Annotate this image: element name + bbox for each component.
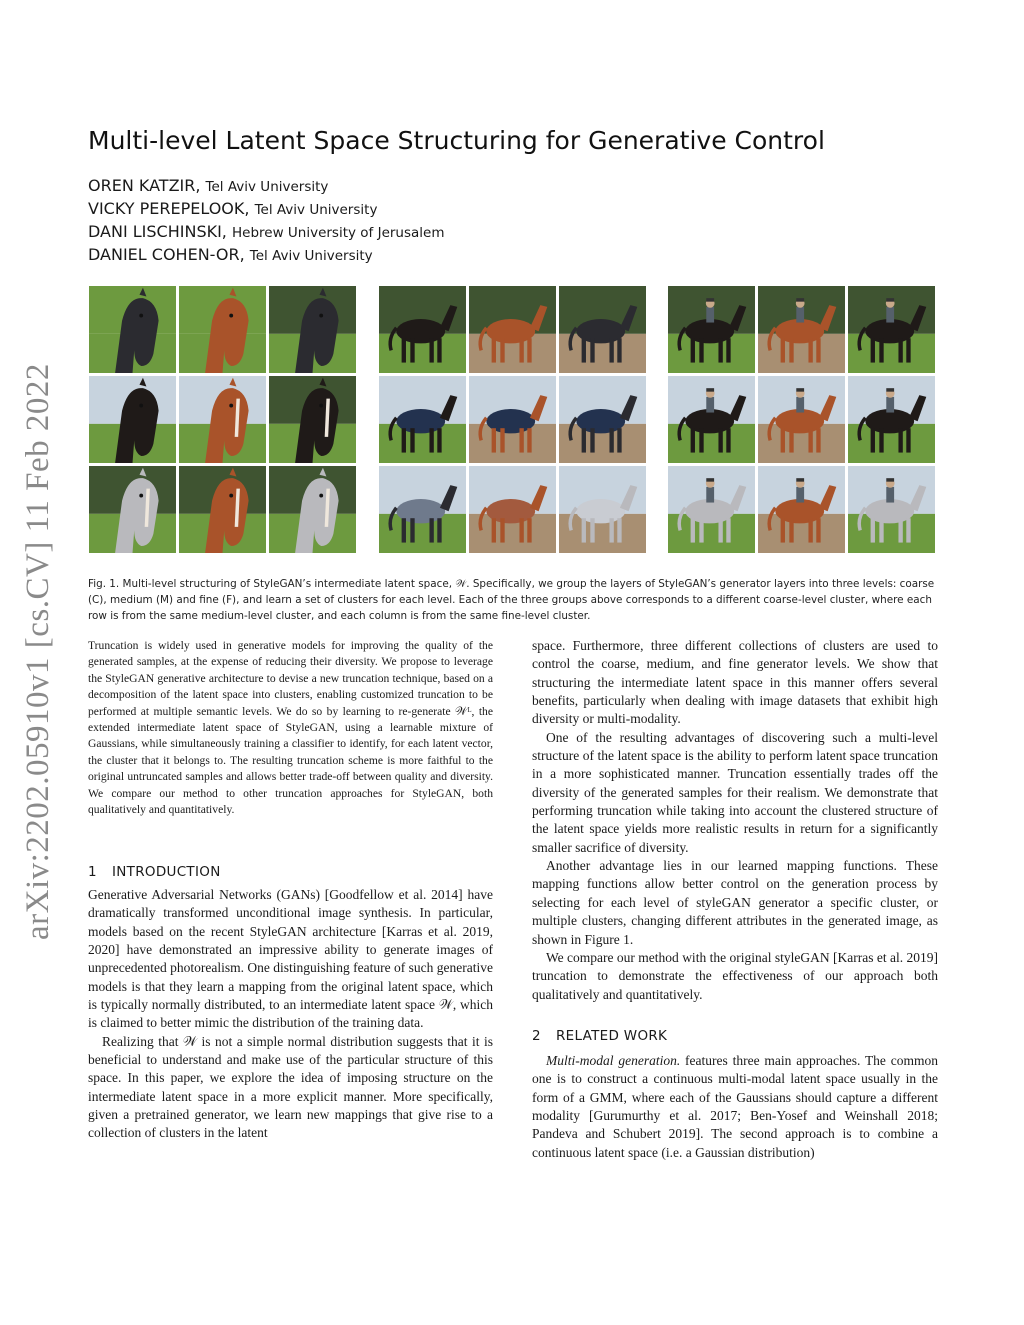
author-affiliation: Tel Aviv University (254, 202, 378, 218)
introduction-body (88, 886, 493, 1143)
paragraph (532, 1052, 938, 1162)
author-line (88, 245, 373, 264)
author-name: DANIEL COHEN-OR, (88, 245, 245, 264)
horse-portrait-image (89, 466, 176, 553)
standing-horse-image (559, 286, 646, 373)
author-line (88, 199, 377, 218)
figure-panel-riders (668, 286, 935, 553)
abstract-text: Truncation is widely used in generative models for improving the quality of the generated samples, at the expense of reducing their diversity. We propose to leverage the StyleGAN generative architecture to devise a new truncation technique, based on a decomposition of the latent space into clusters, enabling customized truncation to be performed at multiple semantic levels. We do so by learning to re-generate 𝒲ᴸ, the extended intermediate latent space of StyleGAN, using a learnable mixture of Gaussians, while simultaneously training a classifier to identify, for each latent vector, the cluster that it belongs to. The resulting truncation scheme is more faithful to the original untruncated samples and allows better trade-off between quality and diversity. We compare our method to other truncation approaches for StyleGAN, both qualitatively and quantitatively. (88, 639, 493, 817)
figure-caption: Fig. 1. Multi-level structuring of StyleGAN’s intermediate latent space, 𝒲. Specifically, we group the layers of StyleGAN’s generator layers into three levels: coarse (C), medium (M) and fine (F), and learn a set of clusters for each level. Each of the three groups above corresponds to a different coarse-level cluster, where each row is from the same medium-level cluster, and each column is from the same fine-level cluster. (88, 578, 935, 622)
paragraph: Generative Adversarial Networks (GANs) [Goodfellow et al. 2014] have dramatically transformed unconditional image synthesis. In particular, models based on the recent StyleGAN architecture [Karras et al. 2019, 2020] have demonstrated an impressive ability to generate images of unprecedented photorealism. One distinguishing feature of such generative models is that they learn a mapping from the original latent space, which is typically normally distributed, to an intermediate latent space 𝒲, which is claimed to better mimic the distribution of the training data. (88, 887, 493, 1031)
horse-with-rider-image (668, 286, 755, 373)
horse-with-rider-image (758, 466, 845, 553)
paragraph: One of the resulting advantages of discovering such a multi-level structure of the latent space is the ability to perform latent space truncation in a more sophisticated manner. Truncation essentially trades off the diversity of the generated samples for their realism. We demonstrate that performing truncation while taking into account the clustered structure of the latent space yields more realistic results in return for a significantly smaller sacrifice of diversity. (532, 729, 938, 855)
abstract (88, 638, 493, 818)
author-name: VICKY PEREPELOOK, (88, 199, 250, 218)
figure-1 (89, 286, 937, 554)
standing-horse-image (559, 466, 646, 553)
horse-with-rider-image (758, 376, 845, 463)
run-in-heading: Multi-modal generation. (546, 1053, 681, 1068)
author-affiliation: Tel Aviv University (249, 248, 373, 264)
standing-horse-image (379, 466, 466, 553)
author-name: DANI LISCHINSKI, (88, 222, 227, 241)
horse-portrait-image (179, 286, 266, 373)
standing-horse-image (469, 376, 556, 463)
horse-with-rider-image (848, 286, 935, 373)
horse-portrait-image (89, 286, 176, 373)
standing-horse-image (469, 286, 556, 373)
horse-portrait-image (269, 286, 356, 373)
horse-portrait-image (179, 466, 266, 553)
standing-horse-image (379, 286, 466, 373)
figure-panel-portraits (89, 286, 356, 553)
figure-panel-standing-horses (379, 286, 646, 553)
arxiv-identifier: arXiv:2202.05910v1 [cs.CV] 11 Feb 2022 (20, 363, 56, 940)
section-title: INTRODUCTION (112, 864, 221, 880)
author-name: OREN KATZIR, (88, 176, 201, 195)
section-heading-related-work (532, 1028, 667, 1044)
author-affiliation: Hebrew University of Jerusalem (231, 225, 445, 241)
introduction-continued (532, 637, 938, 1004)
horse-portrait-image (269, 466, 356, 553)
section-number: 1 (88, 864, 97, 880)
section-title: RELATED WORK (556, 1028, 668, 1044)
author-line (88, 176, 328, 195)
related-work-body (532, 1052, 938, 1162)
paragraph-text: features three main approaches. The common one is to construct a continuous multi-modal latent space usually in the form of a GMM, where each of the Gaussians should capture a different modality [Gurumurthy et al. 2017; Ben-Yosef and Weinshall 2018; Pandeva and Schubert 2019]. The second approach is to combine a continuous latent space (i.e. a Gaussian distribution) (532, 1053, 939, 1160)
section-heading-introduction (88, 864, 221, 880)
horse-with-rider-image (668, 466, 755, 553)
author-affiliation: Tel Aviv University (205, 179, 329, 195)
section-number: 2 (532, 1028, 541, 1044)
paragraph: Another advantage lies in our learned mapping functions. These mapping functions allow better control on the generation process by selecting for each level of styleGAN generator a specific cluster, or multiple clusters, changing different attributes in the generated image, as shown in Figure 1. (532, 858, 938, 947)
standing-horse-image (469, 466, 556, 553)
standing-horse-image (379, 376, 466, 463)
horse-portrait-image (179, 376, 266, 463)
paper-title: Multi-level Latent Space Structuring for Generative Control (88, 126, 825, 155)
horse-with-rider-image (848, 376, 935, 463)
paragraph: We compare our method with the original styleGAN [Karras et al. 2019] truncation to demonstrate the effectiveness of our approach both qualitatively and quantitatively. (532, 949, 938, 1002)
horse-with-rider-image (848, 466, 935, 553)
standing-horse-image (559, 376, 646, 463)
paragraph: space. Furthermore, three different collections of clusters are used to control the coarse, medium, and fine generator levels. We show that structuring the intermediate latent space in this manner offers several benefits, particularly when dealing with image datasets that exhibit high diversity or multi-modality. (532, 638, 938, 727)
paragraph: Realizing that 𝒲 is not a simple normal distribution suggests that it is beneficial to understand and make use of the particular structure of this space. In this paper, we explore the idea of imposing structure on the intermediate latent space in a more explicit manner. More specifically, given a pretrained generator, we learn new mappings that give rise to a collection of clusters in the latent (88, 1033, 493, 1141)
horse-with-rider-image (758, 286, 845, 373)
horse-with-rider-image (668, 376, 755, 463)
horse-portrait-image (269, 376, 356, 463)
horse-portrait-image (89, 376, 176, 463)
author-line (88, 222, 445, 241)
